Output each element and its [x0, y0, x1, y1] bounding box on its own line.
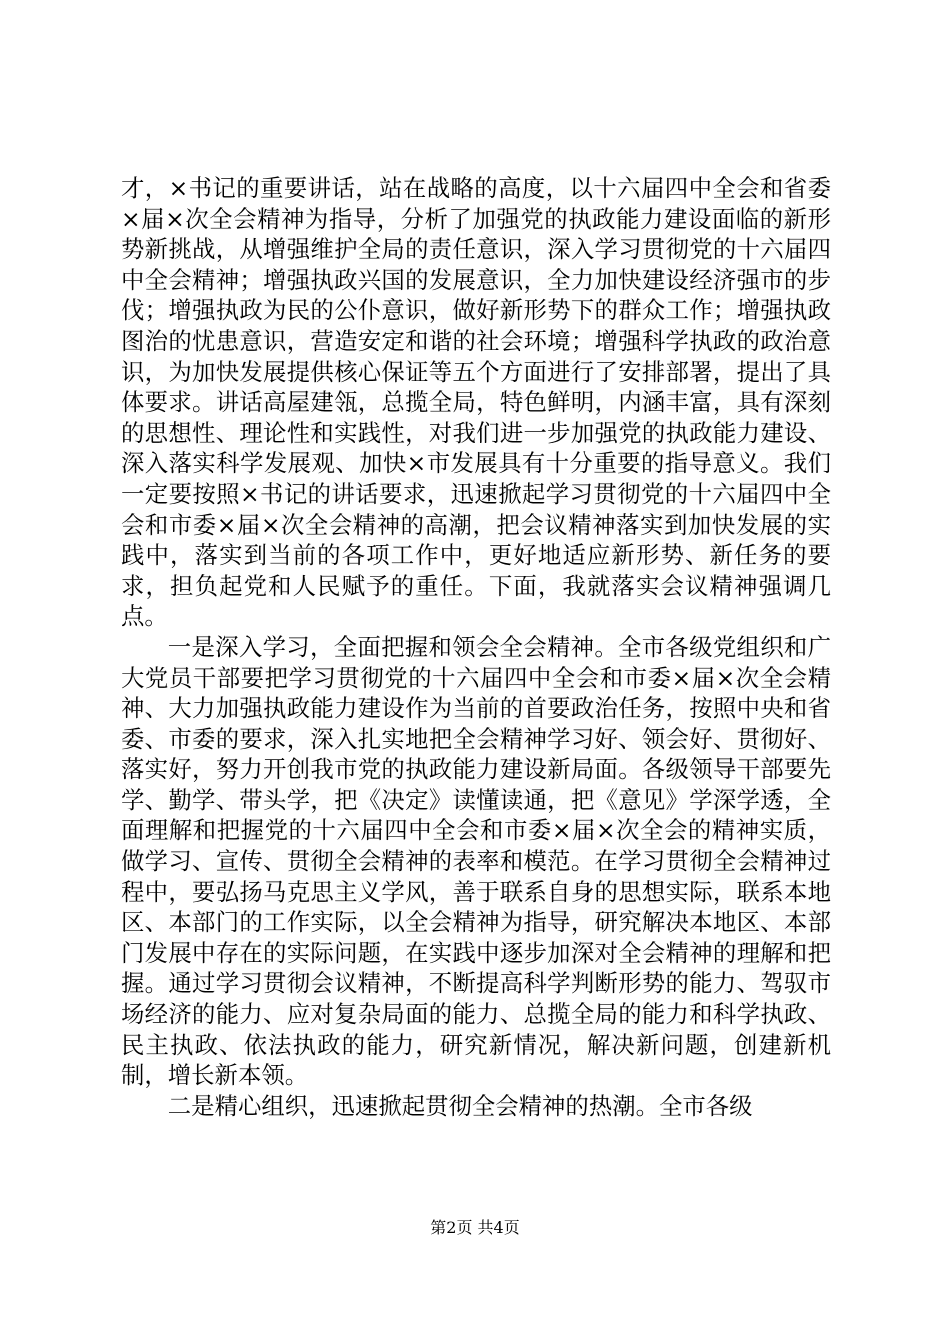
page-number-footer: 第2页 共4页 [430, 1218, 520, 1237]
paragraph-3: 二是精心组织，迅速掀起贯彻全会精神的热潮。全市各级 [167, 1091, 753, 1120]
document-body [121, 173, 831, 1121]
paragraph-1: 才，×书记的重要讲话，站在战略的高度，以十六届四中全会和省委×届×次全会精神为指导，分析了加强党的执政能力建设面临的新形势新挑战，从增强维护全局的责任意识，深入学习贯彻党的十六届四中全会精神；增强执政兴国的发展意识，全力加快建设经济强市的步伐；增强执政为民的公仆意识，做好新形势下的群众工作；增强执政图治的忧患意识，营造安定和谐的社会环境；增强科学执政的政治意识，为加快发展提供核心保证等五个方面进行了安排部署，提出了具体要求。讲话高屋建瓴，总揽全局，特色鲜明，内涵丰富，具有深刻的思想性、理论性和实践性，对我们进一步加强党的执政能力建设、深入落实科学发展观、加快×市发展具有十分重要的指导意义。我们一定要按照×书记的讲话要求，迅速掀起学习贯彻党的十六届四中全会和市委×届×次全会精神的高潮，把会议精神落实到加快发展的实践中，落实到当前的各项工作中，更好地适应新形势、新任务的要求，担负起党和人民赋予的重任。下面，我就落实会议精神强调几点。 [121, 174, 831, 631]
paragraph-2: 一是深入学习，全面把握和领会全会精神。全市各级党组织和广大党员干部要把学习贯彻党的十六届四中全会和市委×届×次全会精神、大力加强执政能力建设作为当前的首要政治任务，按照中央和省委、市委的要求，深入扎实地把全会精神学习好、领会好、贯彻好、落实好，努力开创我市党的执政能力建设新局面。各级领导干部要先学、勤学、带头学，把《决定》读懂读通，把《意见》学深学透，全面理解和把握党的十六届四中全会和市委×届×次全会的精神实质，做学习、宣传、贯彻全会精神的表率和模范。在学习贯彻全会精神过程中，要弘扬马克思主义学风，善于联系自身的思想实际，联系本地区、本部门的工作实际，以全会精神为指导，研究解决本地区、本部门发展中存在的实际问题，在实践中逐步加深对全会精神的理解和把握。通过学习贯彻会议精神，不断提高科学判断形势的能力、驾驭市场经济的能力、应对复杂局面的能力、总揽全局的能力和科学执政、民主执政、依法执政的能力，研究新情况，解决新问题，创建新机制，增长新本领。 [121, 632, 831, 1090]
